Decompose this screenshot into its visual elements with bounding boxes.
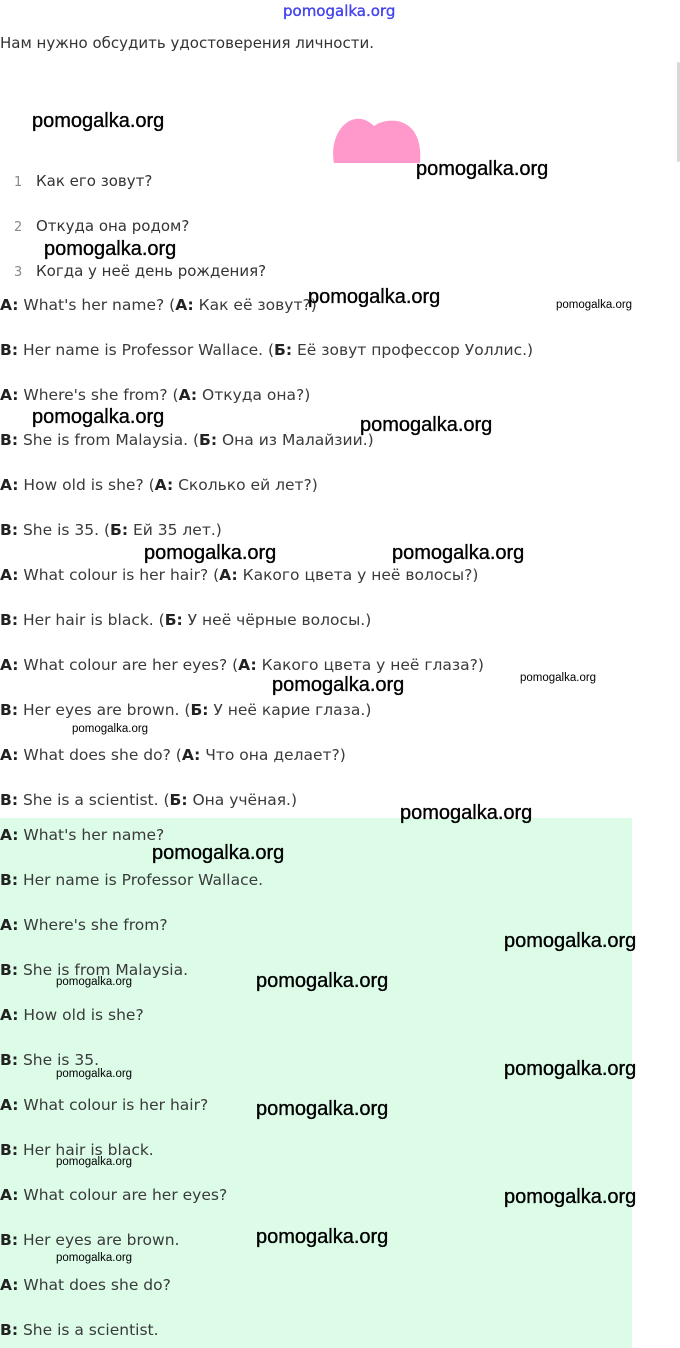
translation-text: Сколько ей лет?) [173, 476, 318, 494]
dialogue-line [0, 341, 533, 359]
question-number: 1 [14, 175, 23, 190]
watermark: pomogalka.org [56, 1252, 133, 1264]
dialogue-text: Her name is Professor Wallace. ( [18, 341, 275, 359]
watermark: pomogalka.org [400, 802, 533, 824]
speaker-label: A: [0, 1276, 19, 1294]
dialogue-line [0, 386, 310, 404]
watermark: pomogalka.org [56, 1156, 133, 1168]
watermark: pomogalka.org [504, 1058, 637, 1080]
speaker-label: A: [178, 386, 198, 404]
speaker-label: A: [175, 296, 194, 314]
dialogue-text: She is from Malaysia. ( [18, 431, 200, 449]
answer-text: She is 35. [18, 1051, 100, 1069]
translation-text: Она из Малайзии.) [217, 431, 374, 449]
watermark: pomogalka.org [308, 286, 441, 308]
speaker-label: Б: [190, 701, 209, 719]
translation-text: Что она делает?) [200, 746, 346, 764]
speaker-label: B: [0, 341, 19, 359]
question-text: Как его зовут? [36, 172, 153, 190]
speaker-label: B: [0, 1141, 19, 1159]
speaker-label: A: [0, 386, 19, 404]
answer-line [0, 826, 164, 844]
watermark: pomogalka.org [144, 542, 277, 564]
answer-line [0, 1231, 179, 1249]
speaker-label: B: [0, 701, 19, 719]
speaker-label: A: [0, 826, 19, 844]
dialogue-line [0, 701, 371, 719]
answer-line [0, 916, 168, 934]
dialogue-text: Her eyes are brown. ( [18, 701, 191, 719]
question-number: 3 [14, 265, 23, 280]
answer-text: What colour are her eyes? [18, 1186, 228, 1204]
answer-text: She is a scientist. [18, 1321, 159, 1339]
translation-text: Её зовут профессор Уоллис.) [292, 341, 534, 359]
watermark: pomogalka.org [56, 1068, 133, 1080]
answer-text: What does she do? [18, 1276, 171, 1294]
dialogue-text: She is a scientist. ( [18, 791, 170, 809]
dialogue-line [0, 611, 371, 629]
speaker-label: A: [219, 566, 238, 584]
dialogue-line [0, 296, 317, 314]
watermark: pomogalka.org [32, 406, 165, 428]
speaker-label: A: [0, 1186, 19, 1204]
watermark: pomogalka.org [272, 674, 405, 696]
dialogue-text: She is 35. ( [18, 521, 111, 539]
dialogue-line [0, 746, 346, 764]
answer-text: Her eyes are brown. [18, 1231, 180, 1249]
speaker-label: A: [0, 1006, 19, 1024]
translation-text: У неё карие глаза.) [208, 701, 372, 719]
answer-line [0, 1006, 144, 1024]
site-link[interactable]: pomogalka.org [283, 2, 396, 20]
answer-line [0, 1276, 171, 1294]
speaker-label: B: [0, 521, 19, 539]
dialogue-text: Where's she from? ( [18, 386, 179, 404]
speaker-label: A: [0, 746, 19, 764]
dialogue-line [0, 791, 297, 809]
answer-line [0, 1096, 208, 1114]
translation-text: Она учёная.) [187, 791, 298, 809]
watermark: pomogalka.org [360, 414, 493, 436]
dialogue-text: What's her name? ( [18, 296, 176, 314]
answer-text: What colour is her hair? [18, 1096, 209, 1114]
speaker-label: A: [0, 656, 19, 674]
speaker-label: Б: [169, 791, 188, 809]
speaker-label: A: [0, 296, 19, 314]
watermark: pomogalka.org [504, 1186, 637, 1208]
question-item [14, 262, 266, 280]
answer-text: What's her name? [18, 826, 165, 844]
dialogue-line [0, 431, 374, 449]
watermark: pomogalka.org [556, 299, 633, 311]
question-text: Когда у неё день рождения? [36, 262, 267, 280]
watermark: pomogalka.org [504, 930, 637, 952]
question-item [14, 217, 189, 235]
watermark: pomogalka.org [256, 1226, 389, 1248]
speaker-label: B: [0, 1231, 19, 1249]
dialogue-text: How old is she? ( [18, 476, 155, 494]
speaker-label: B: [0, 1321, 19, 1339]
speaker-label: B: [0, 611, 19, 629]
dialogue-line [0, 476, 318, 494]
watermark: pomogalka.org [392, 542, 525, 564]
answer-line [0, 1051, 99, 1069]
speaker-label: B: [0, 791, 19, 809]
speaker-label: A: [181, 746, 201, 764]
speaker-label: A: [0, 916, 19, 934]
speaker-label: A: [0, 566, 19, 584]
dialogue-line [0, 566, 478, 584]
watermark: pomogalka.org [44, 238, 177, 260]
answer-line [0, 1186, 227, 1204]
translation-text: Ей 35 лет.) [128, 521, 222, 539]
dialogue-text: What colour is her hair? ( [18, 566, 220, 584]
answer-text: How old is she? [18, 1006, 144, 1024]
translation-text: Как её зовут?) [193, 296, 317, 314]
watermark: pomogalka.org [72, 723, 149, 735]
answer-line [0, 871, 263, 889]
speaker-label: A: [154, 476, 174, 494]
translation-text: У неё чёрные волосы.) [182, 611, 372, 629]
answer-text: Where's she from? [18, 916, 168, 934]
question-text: Откуда она родом? [36, 217, 190, 235]
translation-text: Откуда она?) [197, 386, 311, 404]
dialogue-line [0, 656, 484, 674]
watermark: pomogalka.org [256, 1098, 389, 1120]
question-item [14, 172, 152, 190]
watermark: pomogalka.org [56, 976, 133, 988]
watermark: pomogalka.org [520, 672, 597, 684]
speaker-label: Б: [110, 521, 129, 539]
speaker-label: A: [0, 476, 19, 494]
watermark: pomogalka.org [32, 110, 165, 132]
heart-icon [332, 110, 422, 165]
watermark: pomogalka.org [152, 842, 285, 864]
answer-text: Her name is Professor Wallace. [18, 871, 264, 889]
speaker-label: B: [0, 871, 19, 889]
speaker-label: B: [0, 1051, 19, 1069]
answer-line [0, 1321, 159, 1339]
speaker-label: B: [0, 431, 19, 449]
speaker-label: Б: [199, 431, 218, 449]
answer-text: Her hair is black. [18, 1141, 154, 1159]
answer-text: She is from Malaysia. [18, 961, 189, 979]
speaker-label: Б: [164, 611, 183, 629]
watermark: pomogalka.org [256, 970, 389, 992]
answer-box [0, 818, 632, 1348]
speaker-label: Б: [274, 341, 293, 359]
intro-text: Нам нужно обсудить удостоверения личности. [0, 34, 374, 52]
speaker-label: A: [238, 656, 257, 674]
translation-text: Какого цвета у неё волосы?) [237, 566, 479, 584]
dialogue-text: Her hair is black. ( [18, 611, 165, 629]
question-number: 2 [14, 220, 23, 235]
translation-text: Какого цвета у неё глаза?) [256, 656, 484, 674]
watermark: pomogalka.org [416, 158, 549, 180]
dialogue-text: What does she do? ( [18, 746, 182, 764]
dialogue-line [0, 521, 222, 539]
speaker-label: A: [0, 1096, 19, 1114]
speaker-label: B: [0, 961, 19, 979]
dialogue-text: What colour are her eyes? ( [18, 656, 239, 674]
